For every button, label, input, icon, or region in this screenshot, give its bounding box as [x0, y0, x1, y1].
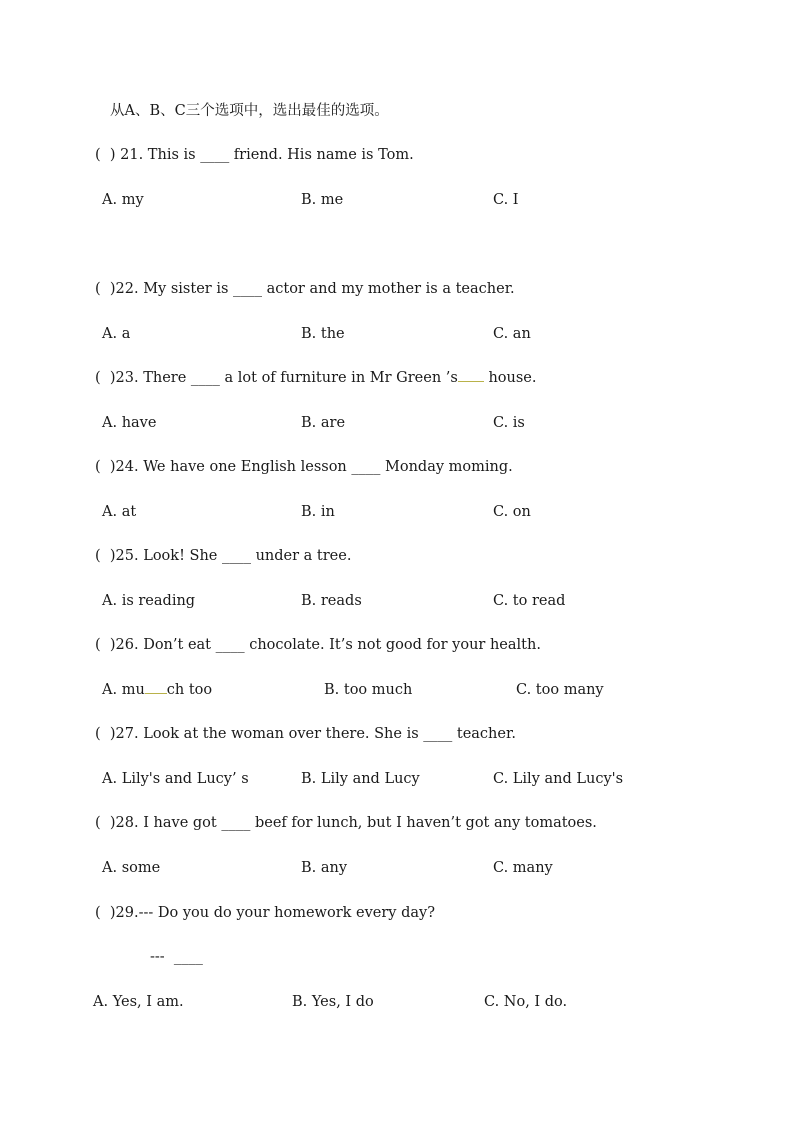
option-23-c: C. is [493, 415, 525, 431]
question-22: ( )22. My sister is ____ actor and my mother is a teacher. [95, 281, 515, 297]
option-23-b: B. are [301, 415, 346, 431]
question-24: ( )24. We have one English lesson ____ Monday moming. [95, 459, 513, 475]
option-29-b: B. Yes, I do [292, 994, 374, 1010]
option-23-a: A. have [102, 415, 157, 431]
question-29: ( )29.--- Do you do your homework every day? [95, 905, 435, 921]
option-26-c: C. too many [516, 682, 604, 698]
option-22-c: C. an [493, 326, 531, 342]
question-23 [95, 369, 537, 387]
question-25: ( )25. Look! She ____ under a tree. [95, 548, 352, 564]
question-21: ( ) 21. This is ____ friend. His name is Tom. [95, 147, 414, 163]
option-21-b: B. me [301, 192, 344, 208]
option-26-a-post: ch too [166, 682, 213, 698]
option-27-b: B. Lily and Lucy [301, 771, 420, 787]
instruction: 从A、B、C三个选项中，选出最佳的选项。 [110, 103, 389, 119]
option-27-c: C. Lily and Lucy's [493, 771, 624, 787]
question-26: ( )26. Don’t eat ____ chocolate. It’s not good for your health. [95, 637, 541, 653]
option-29-c: C. No, I do. [484, 994, 568, 1010]
option-27-a: A. Lily's and Lucy’ s [102, 771, 249, 787]
option-21-c: C. I [493, 192, 519, 208]
option-26-b: B. too much [324, 682, 413, 698]
question-23-stem-b: house. [483, 370, 537, 386]
option-28-c: C. many [493, 860, 553, 876]
option-28-b: B. any [301, 860, 348, 876]
highlight-mark [145, 683, 167, 694]
option-24-b: B. in [301, 504, 335, 520]
option-26-a-pre: A. mu [102, 682, 145, 698]
option-22-b: B. the [301, 326, 345, 342]
question-29-reply: --- ____ [150, 949, 203, 965]
question-23-stem-a: ( )23. There ____ a lot of furniture in Mr Green ’s [95, 370, 458, 386]
option-28-a: A. some [102, 860, 161, 876]
option-25-a: A. is reading [102, 593, 196, 609]
option-26-a [102, 681, 212, 699]
option-21-a: A. my [102, 192, 144, 208]
option-22-a: A. a [102, 326, 131, 342]
option-24-c: C. on [493, 504, 531, 520]
question-27: ( )27. Look at the woman over there. She is ____ teacher. [95, 726, 516, 742]
option-25-c: C. to read [493, 593, 566, 609]
question-28: ( )28. I have got ____ beef for lunch, but I haven’t got any tomatoes. [95, 815, 597, 831]
option-25-b: B. reads [301, 593, 362, 609]
highlight-mark [458, 371, 484, 382]
option-24-a: A. at [102, 504, 137, 520]
option-29-a: A. Yes, I am. [93, 994, 184, 1010]
